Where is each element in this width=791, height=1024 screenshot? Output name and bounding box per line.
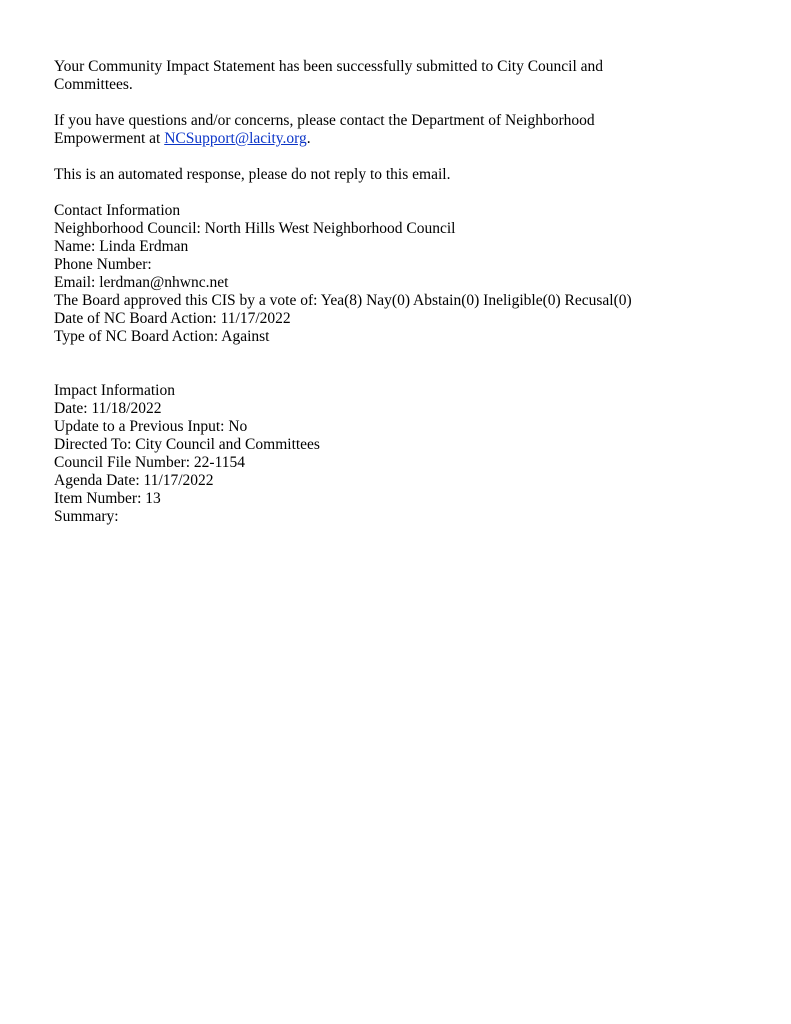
contact-information-section: [54, 202, 744, 346]
neighborhood-council: Neighborhood Council: North Hills West Neighborhood Council: [54, 220, 456, 237]
contact-email: Email: lerdman@nhwnc.net: [54, 274, 229, 291]
agenda-date: Agenda Date: 11/17/2022: [54, 472, 214, 489]
instructions-prefix: Empowerment at: [54, 130, 165, 147]
directed-to: Directed To: City Council and Committees: [54, 436, 320, 453]
submission-confirmation: [54, 58, 744, 94]
impact-information-section: [54, 382, 744, 526]
automated-response-text: This is an automated response, please do not reply to this email.: [54, 166, 451, 183]
instructions-line-1: If you have questions and/or concerns, please contact the Department of Neighborhood: [54, 112, 595, 129]
confirmation-line-1: Your Community Impact Statement has been successfully submitted to City Council and: [54, 58, 604, 75]
board-vote: The Board approved this CIS by a vote of: Yea(8) Nay(0) Abstain(0) Ineligible(0) Recusal(0): [54, 292, 632, 309]
board-action-type: Type of NC Board Action: Against: [54, 328, 270, 345]
item-number: Item Number: 13: [54, 490, 161, 507]
instructions-suffix: .: [306, 130, 311, 147]
phone-number: Phone Number:: [54, 256, 152, 273]
summary-label: Summary:: [54, 508, 119, 525]
contact-name: Name: Linda Erdman: [54, 238, 189, 255]
board-action-date: Date of NC Board Action: 11/17/2022: [54, 310, 291, 327]
automated-notice: [54, 166, 744, 184]
contact-instructions: [54, 112, 744, 148]
confirmation-line-2: Committees.: [54, 76, 133, 93]
impact-date: Date: 11/18/2022: [54, 400, 162, 417]
council-file-number: Council File Number: 22-1154: [54, 454, 246, 471]
email-body: [54, 58, 744, 526]
instructions-line-2: [54, 130, 744, 148]
support-email-link[interactable]: NCSupport@lacity.org: [164, 130, 307, 147]
impact-heading: Impact Information: [54, 382, 175, 399]
contact-heading: Contact Information: [54, 202, 181, 219]
update-previous-input: Update to a Previous Input: No: [54, 418, 248, 435]
